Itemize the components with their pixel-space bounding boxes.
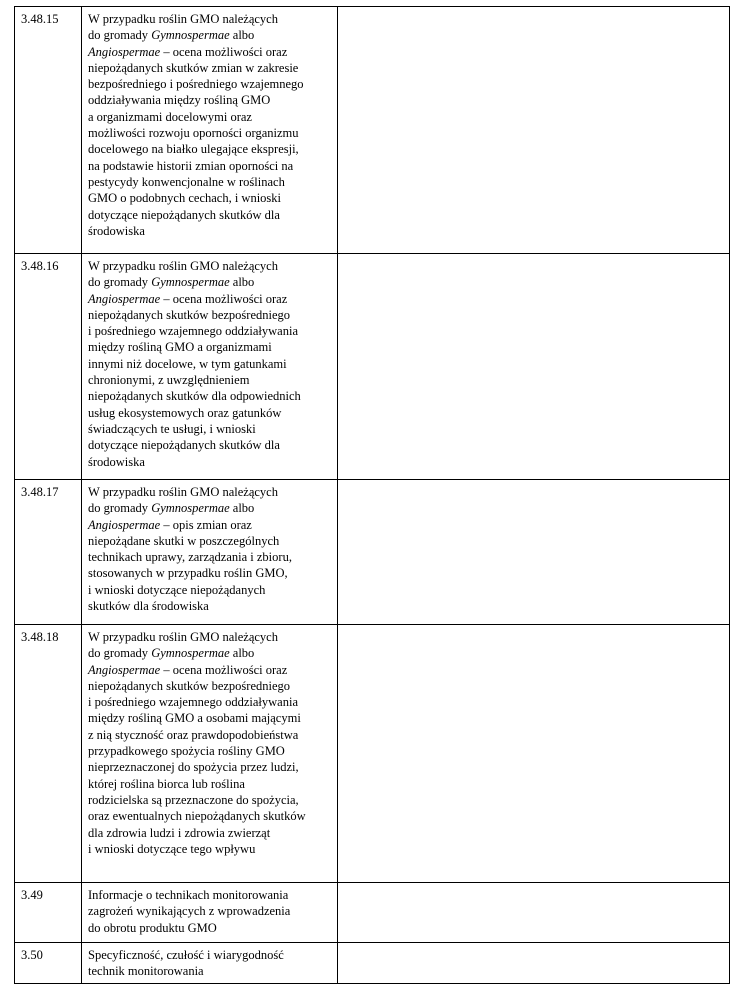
description-line: [88, 963, 333, 979]
description-line: [88, 323, 333, 339]
text-run: i wnioski dotyczące tego wpływu: [88, 841, 256, 856]
item-number: 3.48.18: [15, 625, 82, 883]
text-run: stosowanych w przypadku roślin GMO,: [88, 566, 288, 581]
text-run: – ocena możliwości oraz: [160, 291, 288, 306]
table-row: [15, 7, 730, 254]
text-run: oddziaływania między rośliną GMO: [88, 93, 271, 108]
description-line: [88, 500, 333, 516]
description-line: [88, 645, 333, 661]
description-line: [88, 258, 333, 274]
description-line: [88, 759, 333, 775]
text-run: rodzicielska są przeznaczone do spożycia,: [88, 792, 299, 807]
text-run: na podstawie historii zmian oporności na: [88, 158, 294, 173]
text-run: W przypadku roślin GMO należących: [88, 485, 278, 499]
text-run: zagrożeń wynikających z wprowadzenia: [88, 904, 291, 919]
latin-term: Angiospermae: [88, 291, 161, 306]
text-run: docelowego na białko ulegające ekspresji,: [88, 142, 299, 157]
text-run: W przypadku roślin GMO należących: [88, 12, 278, 26]
text-run: GMO o podobnych cechach, i wnioski: [88, 191, 282, 206]
description-line: [88, 887, 333, 903]
text-run: dla zdrowia ludzi i zdrowia zwierząt: [88, 825, 271, 840]
text-run: skutków dla środowiska: [88, 599, 209, 614]
answer-cell[interactable]: [338, 480, 730, 625]
description-line: [88, 27, 333, 43]
latin-term: Gymnospermae: [151, 28, 230, 43]
item-description: [82, 480, 338, 625]
text-run: świadczących te usługi, i wnioski: [88, 421, 256, 436]
table-row: [15, 254, 730, 480]
text-run: do gromady: [88, 646, 152, 661]
description-line: [88, 776, 333, 792]
answer-cell[interactable]: [338, 7, 730, 254]
text-run: W przypadku roślin GMO należących: [88, 259, 278, 273]
description-line: [88, 727, 333, 743]
text-run: do gromady: [88, 275, 152, 290]
text-run: nieprzeznaczonej do spożycia przez ludzi,: [88, 760, 299, 775]
latin-term: Gymnospermae: [151, 501, 230, 516]
description-line: [88, 903, 333, 919]
description-line: [88, 533, 333, 549]
description-line: [88, 694, 333, 710]
text-run: przypadkowego spożycia rośliny GMO: [88, 744, 285, 759]
item-number: 3.48.15: [15, 7, 82, 254]
description-line: [88, 190, 333, 206]
description-line: [88, 307, 333, 323]
text-run: – opis zmian oraz: [160, 517, 252, 532]
text-run: bezpośredniego i pośredniego wzajemnego: [88, 77, 304, 92]
description-line: [88, 421, 333, 437]
description-line: [88, 629, 333, 645]
text-run: możliwości rozwoju oporności organizmu: [88, 126, 299, 141]
description-line: [88, 825, 333, 841]
document-page: [14, 6, 729, 984]
item-number: 3.48.17: [15, 480, 82, 625]
description-line: [88, 274, 333, 290]
item-description: [82, 943, 338, 984]
item-description: [82, 254, 338, 480]
description-line: [88, 598, 333, 614]
text-run: technik monitorowania: [88, 964, 204, 979]
text-run: środowiska: [88, 223, 145, 238]
item-number: 3.48.16: [15, 254, 82, 480]
form-table-body: [15, 7, 730, 984]
description-line: [88, 484, 333, 500]
text-run: innymi niż docelowe, w tym gatunkami: [88, 356, 287, 371]
description-line: [88, 76, 333, 92]
text-run: usług ekosystemowych oraz gatunków: [88, 405, 282, 420]
description-line: [88, 549, 333, 565]
answer-cell[interactable]: [338, 883, 730, 943]
text-run: do gromady: [88, 28, 152, 43]
description-line: [88, 517, 333, 533]
latin-term: Angiospermae: [88, 44, 161, 59]
description-line: [88, 109, 333, 125]
description-line: [88, 565, 333, 581]
text-run: między rośliną GMO a organizmami: [88, 340, 272, 355]
description-line: [88, 437, 333, 453]
answer-cell[interactable]: [338, 625, 730, 883]
item-number: 3.50: [15, 943, 82, 984]
text-run: – ocena możliwości oraz: [160, 662, 288, 677]
text-run: oraz ewentualnych niepożądanych skutków: [88, 809, 306, 824]
text-run: albo: [229, 28, 255, 43]
description-line: [88, 454, 333, 470]
description-line: [88, 291, 333, 307]
text-run: niepożądane skutki w poszczególnych: [88, 533, 280, 548]
text-run: technikach uprawy, zarządzania i zbioru,: [88, 550, 292, 565]
item-description: [82, 625, 338, 883]
text-run: i pośredniego wzajemnego oddziaływania: [88, 324, 298, 339]
text-run: środowiska: [88, 454, 145, 469]
latin-term: Angiospermae: [88, 517, 161, 532]
text-run: do gromady: [88, 501, 152, 516]
description-line: [88, 223, 333, 239]
text-run: której roślina biorca lub roślina: [88, 776, 245, 791]
text-run: Specyficzność, czułość i wiarygodność: [88, 948, 284, 962]
description-line: [88, 582, 333, 598]
text-run: dotyczące niepożądanych skutków dla: [88, 438, 280, 453]
text-run: albo: [229, 501, 255, 516]
table-row: [15, 625, 730, 883]
description-line: [88, 92, 333, 108]
description-line: [88, 372, 333, 388]
text-run: pestycydy konwencjonalne w roślinach: [88, 174, 285, 189]
text-run: do obrotu produktu GMO: [88, 920, 217, 935]
answer-cell[interactable]: [338, 943, 730, 984]
table-row: [15, 480, 730, 625]
latin-term: Gymnospermae: [151, 646, 230, 661]
text-run: i pośredniego wzajemnego oddziaływania: [88, 695, 298, 710]
description-line: [88, 207, 333, 223]
text-run: niepożądanych skutków zmian w zakresie: [88, 60, 299, 75]
description-line: [88, 405, 333, 421]
description-line: [88, 920, 333, 936]
description-line: [88, 60, 333, 76]
text-run: z nią styczność oraz prawdopodobieństwa: [88, 727, 299, 742]
description-line: [88, 743, 333, 759]
text-run: niepożądanych skutków bezpośredniego: [88, 678, 291, 693]
description-line: [88, 947, 333, 963]
description-line: [88, 678, 333, 694]
table-row: [15, 883, 730, 943]
description-line: [88, 792, 333, 808]
latin-term: Gymnospermae: [151, 275, 230, 290]
text-run: między rośliną GMO a osobami mającymi: [88, 711, 301, 726]
text-run: a organizmami docelowymi oraz: [88, 109, 252, 124]
item-number: 3.49: [15, 883, 82, 943]
text-run: dotyczące niepożądanych skutków dla: [88, 207, 280, 222]
description-line: [88, 710, 333, 726]
form-table: [14, 6, 730, 984]
text-run: W przypadku roślin GMO należących: [88, 630, 278, 644]
description-line: [88, 125, 333, 141]
description-line: [88, 174, 333, 190]
text-run: niepożądanych skutków dla odpowiednich: [88, 389, 301, 404]
text-run: – ocena możliwości oraz: [160, 44, 288, 59]
answer-cell[interactable]: [338, 254, 730, 480]
text-run: albo: [229, 646, 255, 661]
description-line: [88, 808, 333, 824]
description-line: [88, 662, 333, 678]
latin-term: Angiospermae: [88, 662, 161, 677]
text-run: i wnioski dotyczące niepożądanych: [88, 582, 266, 597]
text-run: chronionymi, z uwzględnieniem: [88, 373, 250, 388]
description-line: [88, 356, 333, 372]
text-run: Informacje o technikach monitorowania: [88, 888, 289, 902]
item-description: [82, 7, 338, 254]
item-description: [82, 883, 338, 943]
description-line: [88, 11, 333, 27]
description-line: [88, 841, 333, 857]
description-line: [88, 388, 333, 404]
description-line: [88, 141, 333, 157]
description-line: [88, 158, 333, 174]
text-run: niepożądanych skutków bezpośredniego: [88, 307, 291, 322]
description-line: [88, 44, 333, 60]
table-row: [15, 943, 730, 984]
text-run: albo: [229, 275, 255, 290]
description-line: [88, 339, 333, 355]
